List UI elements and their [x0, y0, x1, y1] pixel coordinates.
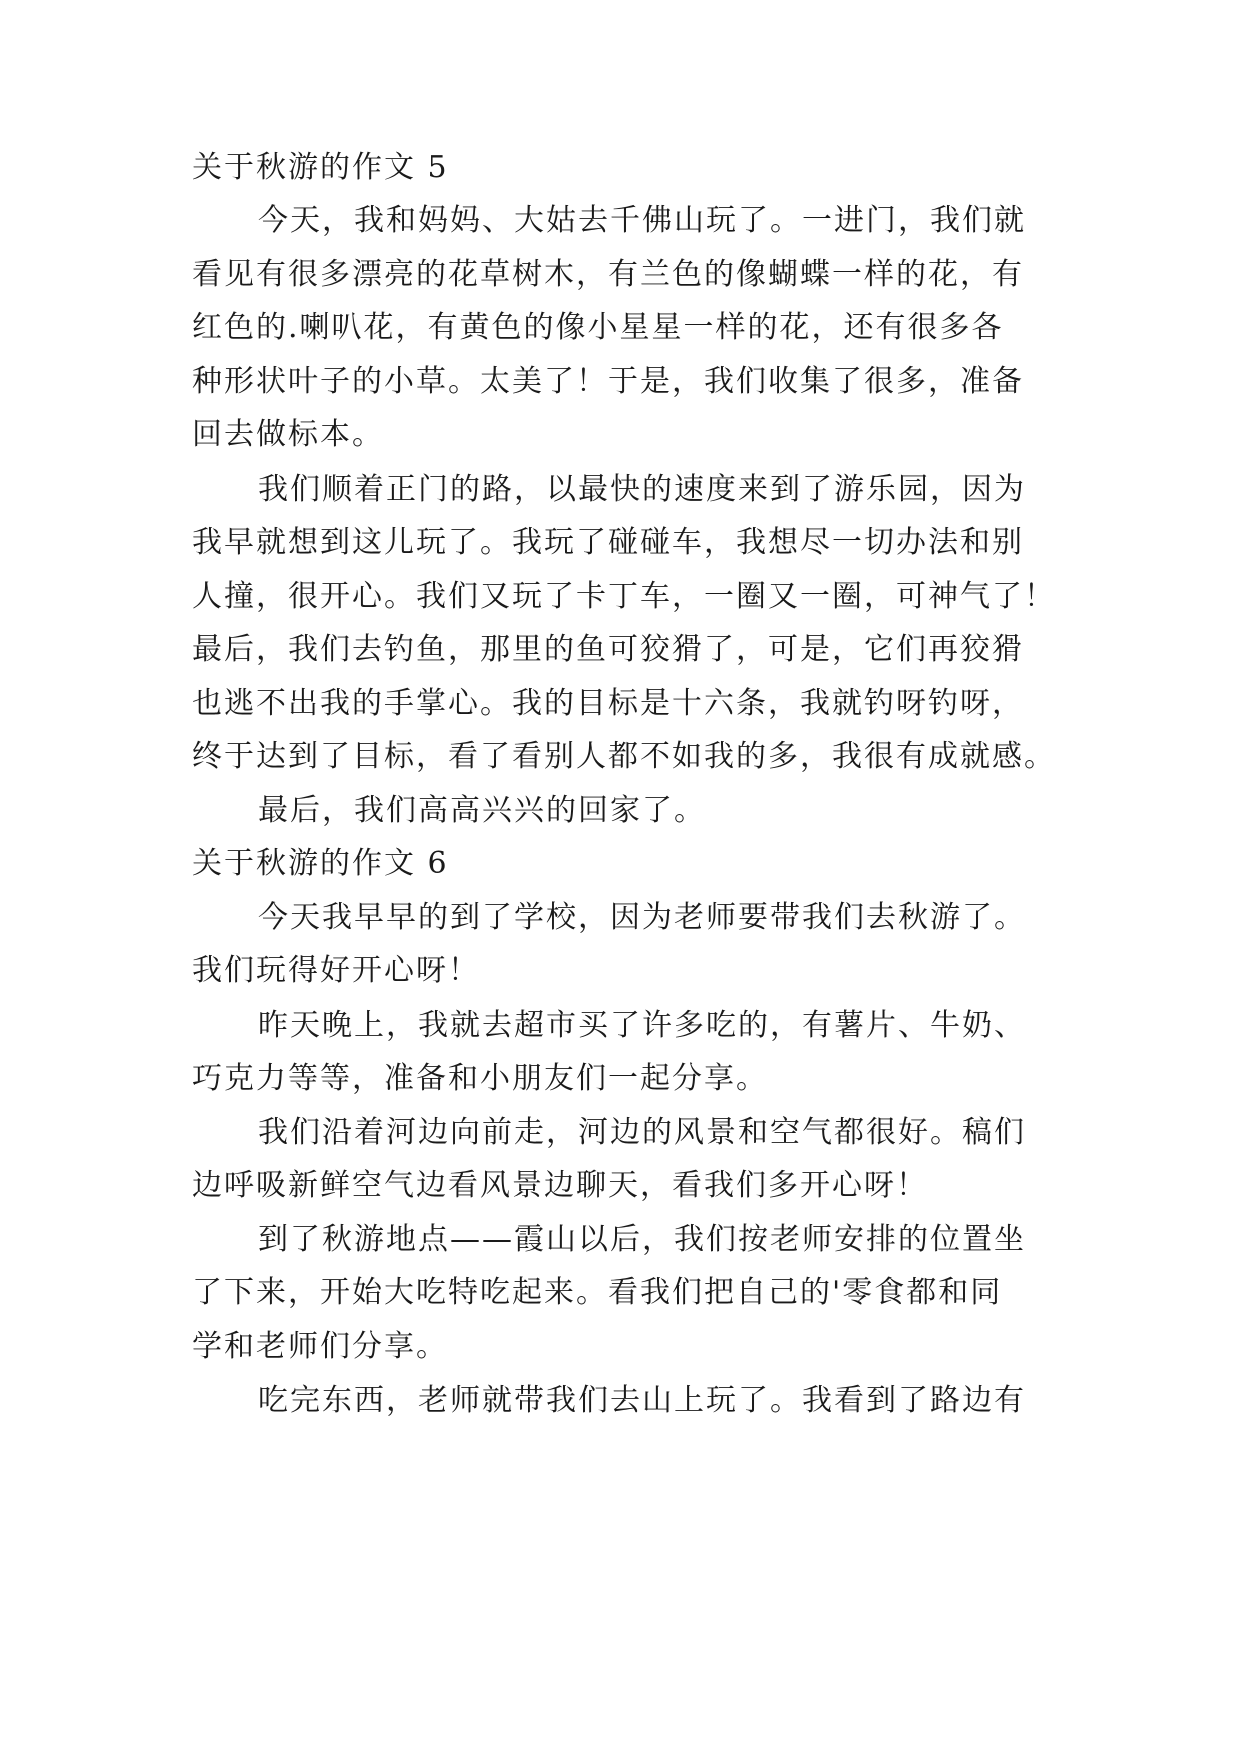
- paragraph-line: 我们顺着正门的路，以最快的速度来到了游乐园，因为: [258, 472, 1026, 507]
- paragraph-line: 今天，我和妈妈、大姑去千佛山玩了。一进门，我们就: [258, 203, 1026, 238]
- paragraph-line: 回去做标本。: [192, 417, 384, 452]
- paragraph-line: 边呼吸新鲜空气边看风景边聊天，看我们多开心呀！: [192, 1168, 928, 1203]
- paragraph-line: 学和老师们分享。: [192, 1329, 448, 1364]
- paragraph-line: 了下来，开始大吃特吃起来。看我们把自己的'零食都和同: [192, 1275, 1003, 1310]
- paragraph-line: 巧克力等等，准备和小朋友们一起分享。: [192, 1061, 768, 1096]
- paragraph-line: 种形状叶子的小草。太美了！于是，我们收集了很多，准备: [192, 364, 1024, 399]
- section-heading-5: 关于秋游的作文 5: [192, 150, 449, 185]
- paragraph-line: 我们玩得好开心呀！: [192, 953, 480, 988]
- paragraph-line: 看见有很多漂亮的花草树木，有兰色的像蝴蝶一样的花，有: [192, 257, 1024, 292]
- paragraph-line: 最后，我们高高兴兴的回家了。: [258, 793, 706, 828]
- paragraph-line: 昨天晚上，我就去超市买了许多吃的，有薯片、牛奶、: [258, 1008, 1026, 1043]
- paragraph-line: 我们沿着河边向前走，河边的风景和空气都很好。稿们: [258, 1115, 1026, 1150]
- paragraph-line: 今天我早早的到了学校，因为老师要带我们去秋游了。: [258, 900, 1026, 935]
- paragraph-line: 红色的.喇叭花，有黄色的像小星星一样的花，还有很多各: [192, 310, 1004, 345]
- paragraph-line: 我早就想到这儿玩了。我玩了碰碰车，我想尽一切办法和别: [192, 525, 1024, 560]
- paragraph-line: 吃完东西，老师就带我们去山上玩了。我看到了路边有: [258, 1383, 1026, 1418]
- section-heading-6: 关于秋游的作文 6: [192, 846, 449, 881]
- paragraph-line: 也逃不出我的手掌心。我的目标是十六条，我就钓呀钓呀，: [192, 686, 1024, 721]
- paragraph-line: 人撞，很开心。我们又玩了卡丁车，一圈又一圈，可神气了！: [192, 579, 1056, 614]
- paragraph-line: 最后，我们去钓鱼，那里的鱼可狡猾了，可是，它们再狡猾: [192, 632, 1024, 667]
- paragraph-line: 终于达到了目标，看了看别人都不如我的多，我很有成就感。: [192, 739, 1056, 774]
- paragraph-line: 到了秋游地点——霞山以后，我们按老师安排的位置坐: [258, 1222, 1026, 1257]
